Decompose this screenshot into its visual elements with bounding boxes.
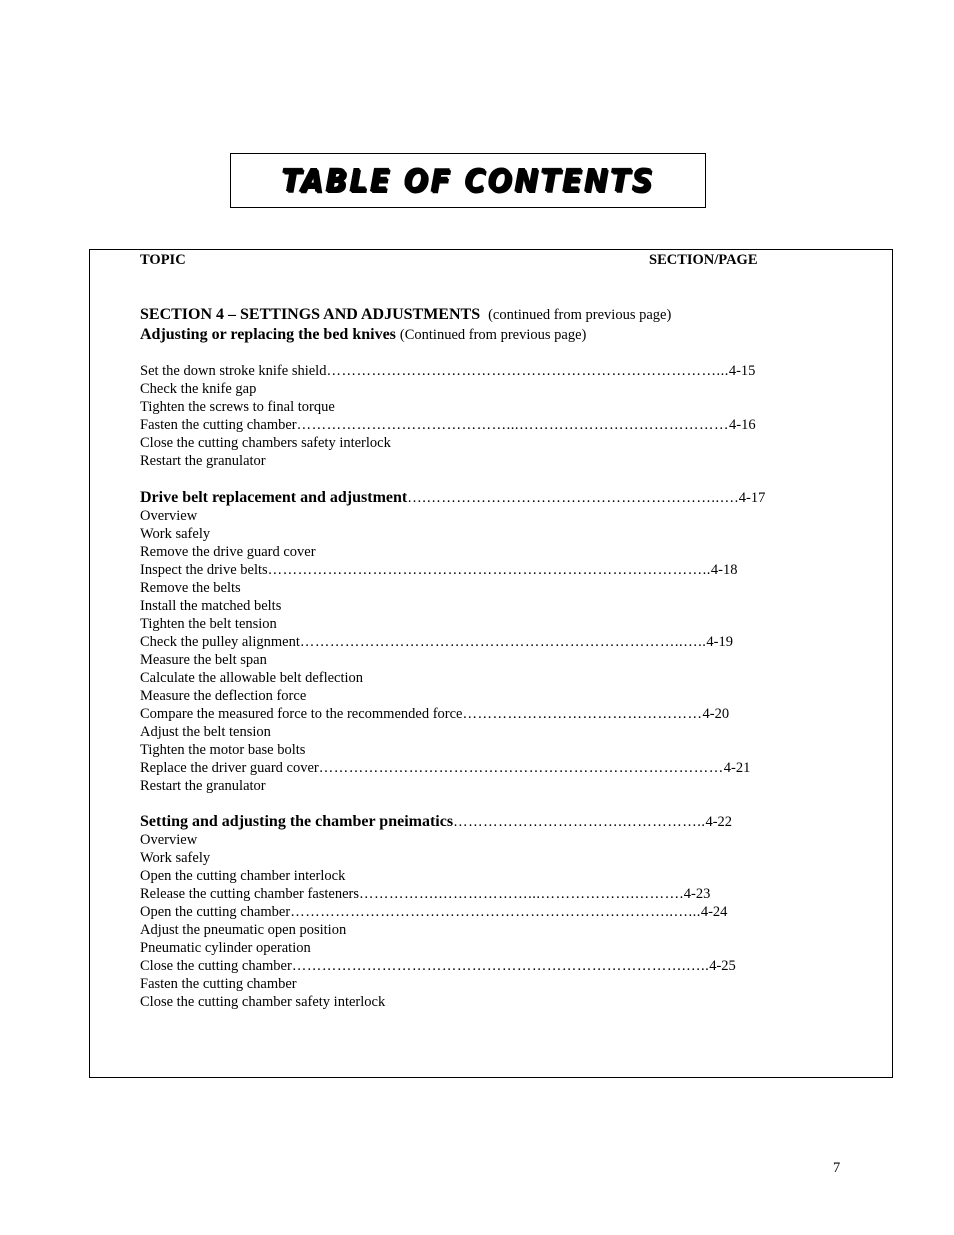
toc-entry xyxy=(140,579,780,597)
toc-entry xyxy=(140,434,780,452)
toc-entry-leader: …………………………………………………………………….….. xyxy=(291,958,710,974)
toc-entry xyxy=(140,921,780,939)
toc-entry-text: Measure the deflection force xyxy=(140,688,307,704)
toc-entry-page: 4-16 xyxy=(729,417,756,433)
toc-entry-text: Inspect the drive belts xyxy=(140,562,268,578)
toc-entry xyxy=(140,489,780,507)
toc-entry-text: Close the cutting chamber safety interlock xyxy=(140,994,386,1010)
toc-entry xyxy=(140,903,780,921)
toc-entry xyxy=(140,957,780,975)
subsection-heading xyxy=(140,326,586,344)
toc-group-chamber-pneumatics xyxy=(140,813,780,1011)
toc-entry xyxy=(140,669,780,687)
toc-entry-text: Remove the belts xyxy=(140,580,241,596)
toc-entry xyxy=(140,759,780,777)
toc-entry-text: Close the cutting chamber xyxy=(140,958,292,974)
toc-entry-page: 4-21 xyxy=(723,760,751,776)
toc-entry-text: Tighten the belt tension xyxy=(140,616,277,632)
toc-entry-page: 4-19 xyxy=(706,634,733,650)
toc-entry xyxy=(140,380,780,398)
toc-entry-page: 4-25 xyxy=(709,958,736,974)
toc-entry xyxy=(140,939,780,957)
toc-entry-text: Compare the measured force to the recommended force xyxy=(140,706,463,722)
toc-entry-leader: ….…………………………………………………..…. xyxy=(407,490,739,506)
toc-entry-text: Fasten the cutting chamber xyxy=(140,976,297,992)
toc-entry xyxy=(140,597,780,615)
toc-entry xyxy=(140,633,780,651)
toc-entry-text: Adjust the pneumatic open position xyxy=(140,922,347,938)
toc-entry-leader: ………………………………………… xyxy=(462,706,703,722)
toc-entry xyxy=(140,705,780,723)
section-title: SECTION 4 – SETTINGS AND ADJUSTMENTS xyxy=(140,306,481,323)
section-heading xyxy=(140,306,671,324)
toc-entry-text: Calculate the allowable belt deflection xyxy=(140,670,364,686)
toc-entry xyxy=(140,687,780,705)
toc-entry-text: Pneumatic cylinder operation xyxy=(140,940,311,956)
title-box xyxy=(230,153,706,208)
toc-entry xyxy=(140,831,780,849)
toc-entry-page: 4-22 xyxy=(705,814,733,830)
toc-entry-text: Adjust the belt tension xyxy=(140,724,271,740)
toc-entry xyxy=(140,525,780,543)
toc-entry-leader: …………………………………………………………………..…... xyxy=(290,904,701,920)
toc-entry xyxy=(140,723,780,741)
toc-entry-leader: …………………………………………………………………..….. xyxy=(299,634,707,650)
toc-group-drive-belt xyxy=(140,489,780,795)
toc-entry-text: Set the down stroke knife shield xyxy=(140,363,327,379)
toc-entry-text: Check the pulley alignment xyxy=(140,634,300,650)
toc-entry-text: Measure the belt span xyxy=(140,652,267,668)
toc-entry xyxy=(140,993,780,1011)
toc-group-bed-knives xyxy=(140,362,780,470)
toc-entry-text: Open the cutting chamber interlock xyxy=(140,868,346,884)
toc-entry-text: Restart the granulator xyxy=(140,778,266,794)
toc-entry-page: 4-24 xyxy=(700,904,728,920)
toc-entry-text: Check the knife gap xyxy=(140,381,257,397)
toc-entry-leader: …………………………….…………….. xyxy=(453,814,706,830)
toc-entry-text: Work safely xyxy=(140,526,211,542)
toc-entry xyxy=(140,398,780,416)
toc-entry-page: 4-15 xyxy=(728,363,756,379)
toc-entry xyxy=(140,867,780,885)
toc-entry-text: Replace the driver guard cover xyxy=(140,760,319,776)
toc-entry-text: Restart the granulator xyxy=(140,453,266,469)
toc-entry xyxy=(140,813,780,831)
toc-entry-leader: ……………………………………………………………………... xyxy=(326,363,729,379)
subsection-note: (Continued from previous page) xyxy=(399,327,587,343)
toc-entry xyxy=(140,651,780,669)
toc-entry xyxy=(140,543,780,561)
toc-entry-text: Overview xyxy=(140,508,198,524)
toc-entry-text: Overview xyxy=(140,832,198,848)
toc-entry-text: Drive belt replacement and adjustment xyxy=(140,489,408,506)
toc-entry-leader: …………….………………...……………….………. xyxy=(359,886,684,902)
toc-entry-text: Remove the drive guard cover xyxy=(140,544,316,560)
toc-entry xyxy=(140,507,780,525)
subsection-title: Adjusting or replacing the bed knives xyxy=(140,326,396,343)
toc-entry-text: Close the cutting chambers safety interlock xyxy=(140,435,391,451)
toc-entry xyxy=(140,849,780,867)
toc-entry xyxy=(140,561,780,579)
section-note: (continued from previous page) xyxy=(488,307,672,323)
toc-entry xyxy=(140,741,780,759)
toc-entry-text: Install the matched belts xyxy=(140,598,282,614)
page-number: 7 xyxy=(833,1160,841,1176)
toc-entry-text: Fasten the cutting chamber xyxy=(140,417,297,433)
toc-entry xyxy=(140,885,780,903)
toc-entry xyxy=(140,362,780,380)
toc-entry-page: 4-23 xyxy=(683,886,711,902)
column-header-section-page: SECTION/PAGE xyxy=(649,252,758,268)
toc-entry xyxy=(140,615,780,633)
toc-entry xyxy=(140,416,780,434)
toc-entry-page: 4-17 xyxy=(738,490,766,506)
toc-entry-leader: ……………………………………………………………………… xyxy=(318,760,724,776)
toc-entry-text: Open the cutting chamber xyxy=(140,904,291,920)
toc-entry-page: 4-20 xyxy=(702,706,730,722)
toc-entry-text: Tighten the screws to final torque xyxy=(140,399,335,415)
toc-entry-text: Setting and adjusting the chamber pneimatics xyxy=(140,813,454,830)
toc-entry-text: Work safely xyxy=(140,850,211,866)
toc-entry-text: Tighten the motor base bolts xyxy=(140,742,306,758)
toc-entry-leader: ……………………………………...…………………………………… xyxy=(296,417,730,433)
toc-entry-page: 4-18 xyxy=(710,562,738,578)
column-header-topic: TOPIC xyxy=(140,252,186,268)
toc-entry-leader: …………………………………………………………………………….. xyxy=(267,562,711,578)
toc-entry-text: Release the cutting chamber fasteners xyxy=(140,886,360,902)
toc-entry xyxy=(140,777,780,795)
toc-entry xyxy=(140,452,780,470)
toc-entry xyxy=(140,975,780,993)
page-title: TABLE OF CONTENTS xyxy=(281,162,655,199)
